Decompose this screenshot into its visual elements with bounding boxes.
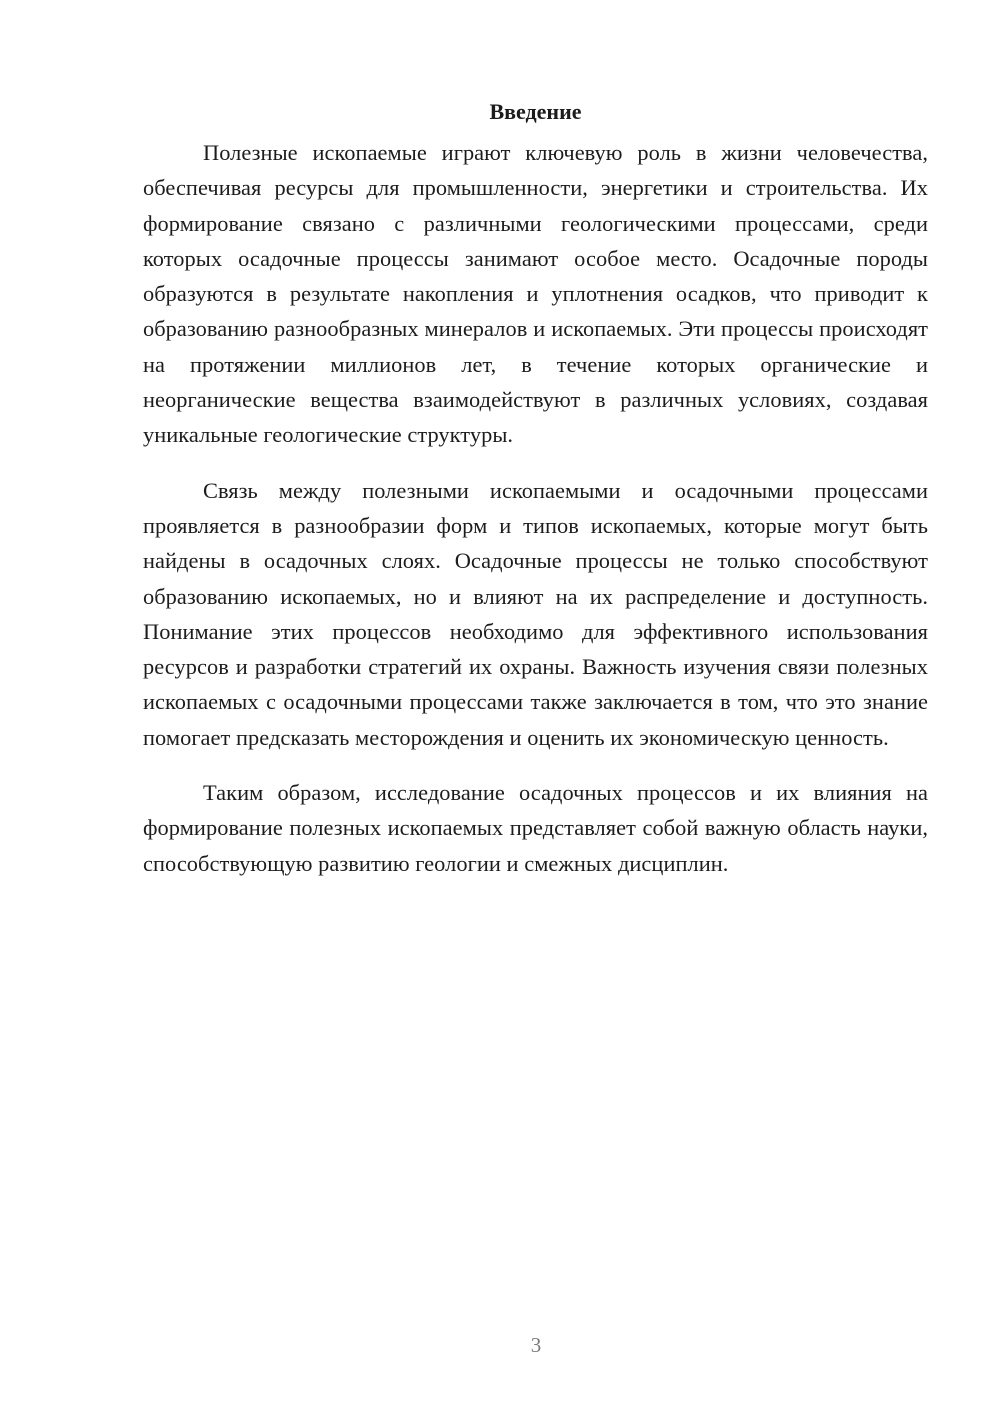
paragraph-1: Полезные ископаемые играют ключевую роль в жизни человечества, обеспечивая ресурсы для промышленности, энергетики и строительства. Их формирование связано с различными геологическими процессами, среди которых осадочные процессы занимают особое место. Осадочные породы образуются в результате накопления и уплотнения осадков, что приводит к образованию разнообразных минералов и ископаемых. Эти процессы происходят на протяжении миллионов лет, в течение которых органические и неорганические вещества взаимодействуют в различных условиях, создавая уникальные геологические структуры. (143, 140, 928, 448)
page-number: 3 (530, 1333, 542, 1357)
paragraph-3: Таким образом, исследование осадочных процессов и их влияния на формирование полезных ископаемых представляет собой важную область науки, способствующую развитию геологии и смежных дисциплин. (143, 780, 928, 876)
page-content (143, 97, 928, 901)
section-heading: Введение (489, 99, 582, 124)
paragraph-2: Связь между полезными ископаемыми и осадочными процессами проявляется в разнообразии форм и типов ископаемых, которые могут быть найдены в осадочных слоях. Осадочные процессы не только способствуют образованию ископаемых, но и влияют на их распределение и доступность. Понимание этих процессов необходимо для эффективного использования ресурсов и разработки стратегий их охраны. Важность изучения связи полезных ископаемых с осадочными процессами также заключается в том, что это знание помогает предсказать месторождения и оценить их экономическую ценность. (143, 477, 928, 750)
